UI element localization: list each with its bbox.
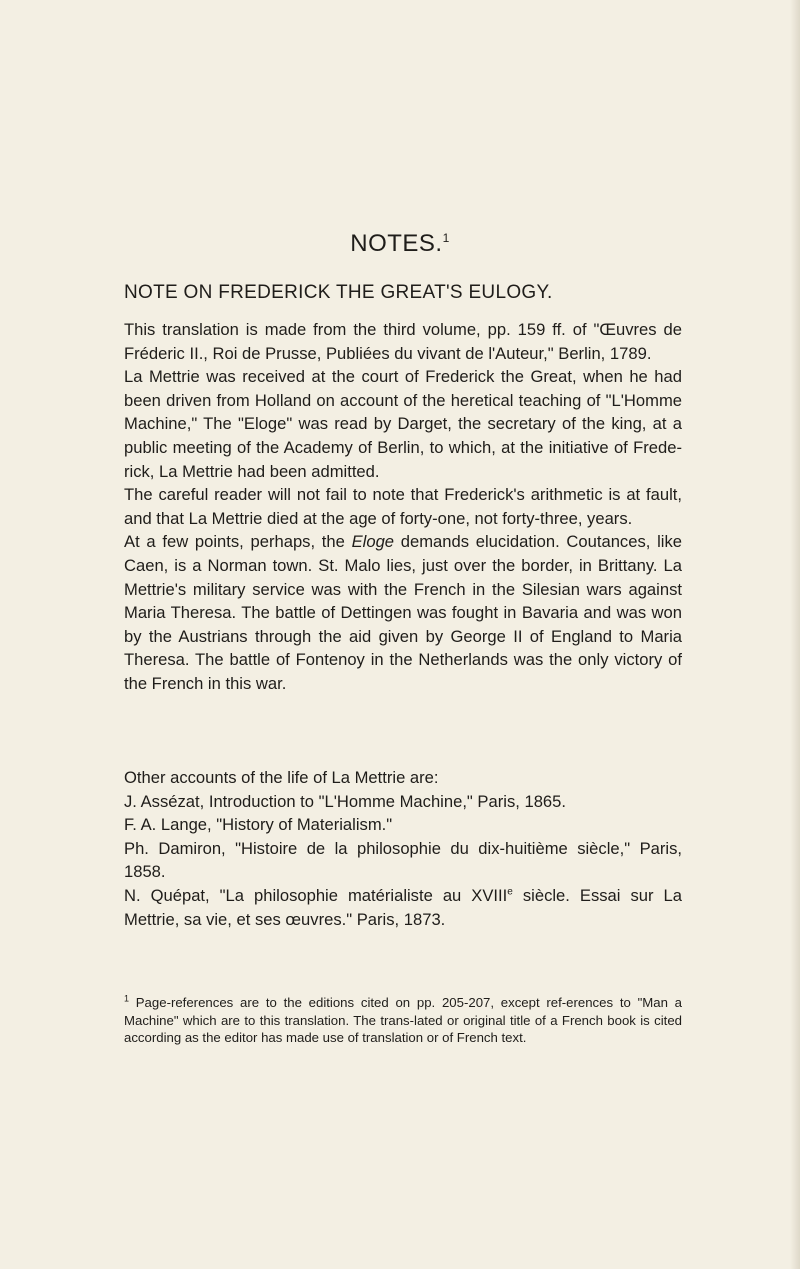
quepat-text-end: siècle. Essai sur La Mettrie, sa vie, et ses œuvres." Paris, 1873. bbox=[124, 885, 683, 929]
notes-body bbox=[124, 318, 682, 696]
footnote-block bbox=[124, 994, 682, 1047]
footnote-reference: 1 bbox=[442, 231, 450, 245]
other-accounts bbox=[124, 766, 682, 931]
page-title-text: NOTES. bbox=[350, 230, 443, 257]
footnote-marker: 1 bbox=[124, 993, 130, 1004]
paragraph-elucidation bbox=[124, 530, 682, 695]
reference-quepat bbox=[124, 884, 682, 931]
accounts-intro: Other accounts of the life of La Mettrie are: bbox=[124, 768, 439, 787]
century-superscript: e bbox=[507, 886, 513, 898]
elucidation-text-start: At a few points, perhaps, the bbox=[124, 532, 352, 552]
paragraph-arithmetic: The careful reader will not fail to note that Frederick's arithmetic is at fault, and that La Mettrie died at the age of forty-one, not forty-three, years. bbox=[124, 485, 682, 528]
page-title bbox=[0, 230, 800, 258]
elucidation-text-end: demands elucidation. Coutances, like Caen, is a Norman town. St. Malo lies, just over the border, in Brittany. La Mettrie's military service was with the French in the Silesian wars against Maria Theresa. The battle of Dettingen was fought in Bavaria and was won by the Austrians through the aid given by George II of England to Maria Theresa. The battle of Fontenoy in the Netherlands was the only victory of the French in this war. bbox=[124, 532, 682, 693]
reference-assezat: J. Assézat, Introduction to "L'Homme Machine," Paris, 1865. bbox=[124, 791, 566, 811]
section-heading: NOTE ON FREDERICK THE GREAT'S EULOGY. bbox=[124, 282, 553, 303]
quepat-text-start: N. Quépat, "La philosophie matérialiste au XVIII bbox=[124, 885, 508, 905]
paragraph-translation-source: This translation is made from the third volume, pp. 159 ff. of "Œuvres de Fréderic II., Roi de Prusse, Publiées du vivant de l'Auteur," Berlin, 1789. bbox=[124, 320, 682, 363]
footnote bbox=[124, 994, 682, 1047]
reference-lange: F. A. Lange, "History of Materialism." bbox=[124, 815, 393, 835]
eloge-italic: Eloge bbox=[351, 532, 395, 552]
page-edge-shadow bbox=[790, 0, 800, 1269]
footnote-text: Page-references are to the editions cited on pp. 205-207, except ref-erences to "Man a Machine" which are to this translation. The trans-lated or original title of a French book is cited according as the editor has made use of translation or of French text. bbox=[124, 995, 682, 1046]
reference-damiron: Ph. Damiron, "Histoire de la philosophie du dix-huitième siècle," Paris, 1858. bbox=[124, 838, 682, 882]
paragraph-court-reception: La Mettrie was received at the court of Frederick the Great, when he had been driven from Holland on account of the heretical teaching of "L'Homme Machine," The "Eloge" was read by Darget, the secretary of the king, at a public meeting of the Academy of Berlin, to which, at the initiative of Frede-rick, La Mettrie had been admitted. bbox=[124, 367, 682, 481]
